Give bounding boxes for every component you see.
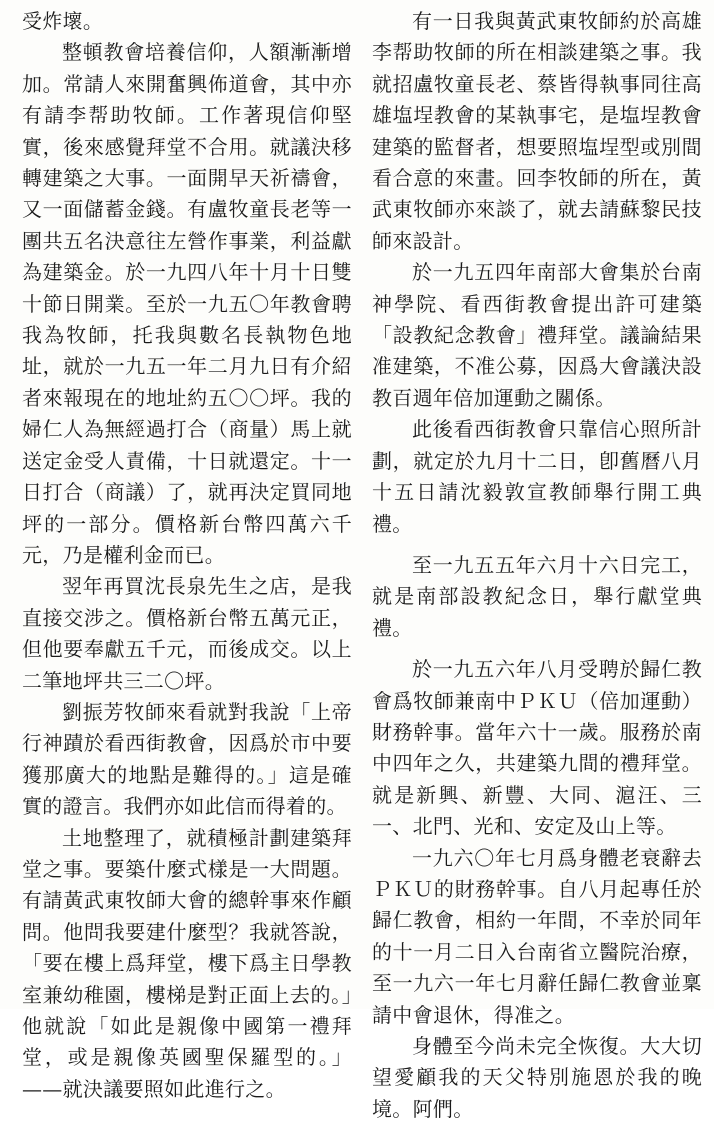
paragraph: 於一九五六年八月受聘於歸仁教會爲牧師兼南中ＰＫＵ（倍加運動）財務幹事。當年六十一歲。服務於南中四年之久，共建築九間的禮拜堂。就是新興、新豐、大同、滬汪、三一、北門、光和、安定及山上等。 [372, 657, 702, 839]
paragraph: 此後看西街教會只靠信心照所計劃，就定於九月十二日，卽舊曆八月十五日請沈毅敦宣教師舉行開工典禮。 [372, 417, 702, 536]
paragraph: 劉振芳牧師來看就對我說「上帝行神蹟於看西街教會，因爲於市中要獲那廣大的地點是難得的。」這是確實的證言。我們亦如此信而得着的。 [22, 699, 352, 819]
paragraph: 一九六〇年七月爲身體老衰辭去ＰＫＵ的財務幹事。自八月起專任於歸仁教會，相約一年間，不幸於同年的十一月二日入台南省立醫院治療，至一九六一年七月辭任歸仁教會並稟請中會退休，得准之。 [372, 845, 702, 1027]
left-column [22, 6, 352, 1105]
paragraph: 整頓教會培養信仰，人額漸漸增加。常請人來開奮興佈道會，其中亦有請李帮助牧師。工作著現信仰堅實，後來感覺拜堂不合用。就議決移轉建築之大事。一面開早天祈禱會，又一面儲蓄金錢。有盧牧童長老等一團共五名決意往左營作事業，利益獻為建築金。於一九四八年十月十日雙十節日開業。至於一九五〇年教會聘我為牧師，托我與數名長執物色地址，就於一九五一年二月九日有介紹者來報現在的地址約五〇〇坪。我的婦仁人為無經過打合（商量）馬上就送定金受人責備，十日就還定。十一日打合（商議）了，就再決定買同地坪的一部分。價格新台幣四萬六千元，乃是權利金而已。 [22, 40, 352, 567]
paragraph: 至一九五五年六月十六日完工，就是南部設教紀念日，舉行獻堂典禮。 [372, 552, 702, 640]
paragraph: 翌年再買沈長泉先生之店，是我直接交涉之。價格新台幣五萬元正，但他要奉獻五千元，而後成交。以上二筆地坪共三二〇坪。 [22, 574, 352, 693]
right-column [372, 6, 702, 1125]
paragraph: 有一日我與黃武東牧師約於高雄李帮助牧師的所在相談建築之事。我就招盧牧童長老、蔡皆得執事同往高雄塩埕教會的某執事宅，是塩埕教會建築的監督者，想要照塩埕型或別間看合意的來畫。回李牧師的所在，黃武東牧師亦來談了，就去請蘇黎民技師來設計。 [372, 9, 702, 253]
paragraph: 於一九五四年南部大會集於台南神學院、看西街教會提出許可建築「設教紀念教會」禮拜堂。議論結果准建築，不准公募，因爲大會議決設教百週年倍加運動之關係。 [372, 260, 702, 410]
paragraph: 受炸壞。 [22, 9, 104, 33]
paragraph: 土地整理了，就積極計劃建築拜堂之事。要築什麼式樣是一大問題。有請黃武東牧師大會的總幹事來作顧問。他問我要建什麼型？我就答說，「要在樓上爲拜堂，樓下爲主日學教室兼幼稚園，樓梯是對正面上去的。」他就說「如此是親像中國第一禮拜堂，或是親像英國聖保羅型的。」——就決議要照如此進行之。 [22, 825, 352, 1101]
paragraph: 身體至今尚未完全恢復。大大切望愛顧我的天父特別施恩於我的晚境。阿們。 [372, 1034, 702, 1121]
